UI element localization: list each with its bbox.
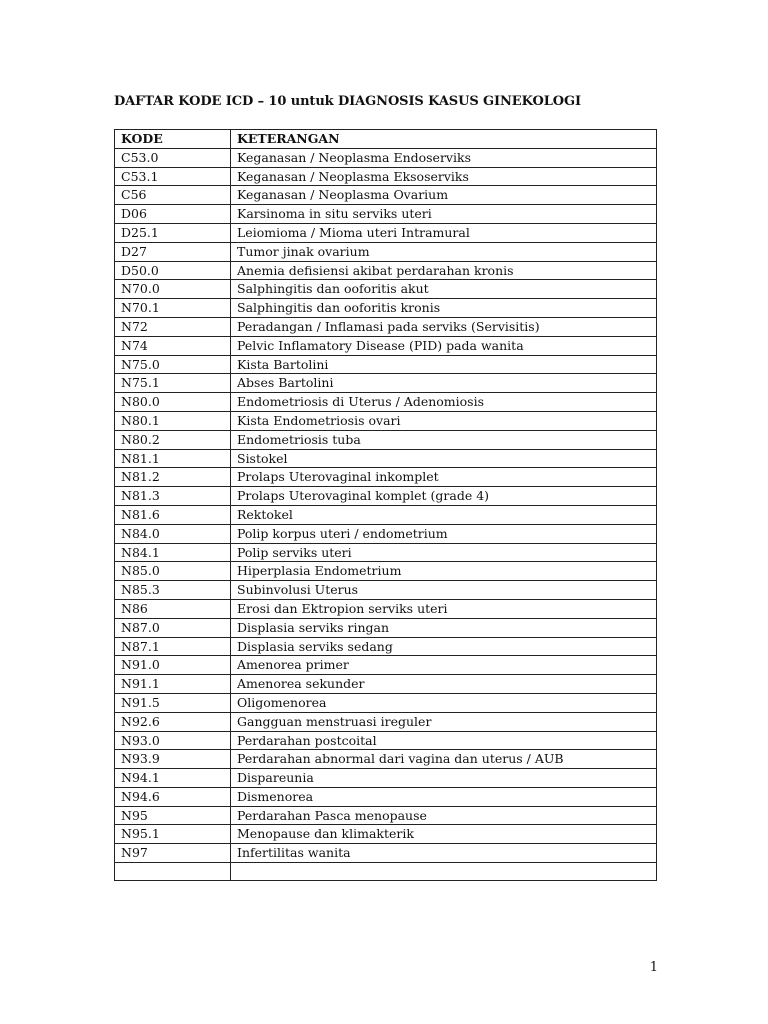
table-row [115, 693, 657, 712]
column-header-keterangan: KETERANGAN [231, 130, 657, 149]
code-cell: N86 [115, 599, 231, 618]
code-cell: N91.0 [115, 656, 231, 675]
code-cell: N91.1 [115, 675, 231, 694]
table-row [115, 656, 657, 675]
description-cell: Keganasan / Neoplasma Ovarium [231, 186, 657, 205]
description-cell: Karsinoma in situ serviks uteri [231, 205, 657, 224]
code-cell: N95 [115, 806, 231, 825]
code-cell: N92.6 [115, 712, 231, 731]
table-row [115, 468, 657, 487]
icd-code-table [114, 129, 657, 881]
table-row [115, 712, 657, 731]
code-cell: C53.0 [115, 148, 231, 167]
table-row [115, 806, 657, 825]
table-row [115, 618, 657, 637]
code-cell: D06 [115, 205, 231, 224]
code-cell: N81.6 [115, 505, 231, 524]
table-row [115, 205, 657, 224]
description-cell: Tumor jinak ovarium [231, 242, 657, 261]
code-cell: N97 [115, 844, 231, 863]
code-cell: N91.5 [115, 693, 231, 712]
table-row [115, 562, 657, 581]
table-row [115, 731, 657, 750]
table-row [115, 280, 657, 299]
table-row [115, 355, 657, 374]
description-cell: Salphingitis dan ooforitis akut [231, 280, 657, 299]
code-cell: N85.3 [115, 581, 231, 600]
description-cell: Peradangan / Inflamasi pada serviks (Servisitis) [231, 317, 657, 336]
description-cell: Anemia defisiensi akibat perdarahan kronis [231, 261, 657, 280]
description-cell: Polip korpus uteri / endometrium [231, 524, 657, 543]
code-cell: N74 [115, 336, 231, 355]
code-cell: N81.3 [115, 487, 231, 506]
description-cell: Pelvic Inflamatory Disease (PID) pada wanita [231, 336, 657, 355]
code-cell: N94.6 [115, 787, 231, 806]
table-row [115, 242, 657, 261]
code-cell: N81.2 [115, 468, 231, 487]
description-cell: Erosi dan Ektropion serviks uteri [231, 599, 657, 618]
code-cell: C56 [115, 186, 231, 205]
table-row [115, 581, 657, 600]
table-header-row [115, 130, 657, 149]
code-cell: N84.0 [115, 524, 231, 543]
table-row [115, 487, 657, 506]
description-cell: Prolaps Uterovaginal komplet (grade 4) [231, 487, 657, 506]
table-row [115, 769, 657, 788]
table-row [115, 261, 657, 280]
table-row [115, 223, 657, 242]
table-row [115, 374, 657, 393]
code-cell [115, 863, 231, 881]
description-cell: Salphingitis dan ooforitis kronis [231, 299, 657, 318]
table-row [115, 524, 657, 543]
description-cell: Menopause dan klimakterik [231, 825, 657, 844]
description-cell: Amenorea primer [231, 656, 657, 675]
description-cell: Rektokel [231, 505, 657, 524]
table-row [115, 599, 657, 618]
description-cell: Keganasan / Neoplasma Endoserviks [231, 148, 657, 167]
table-row [115, 637, 657, 656]
table-row [115, 787, 657, 806]
description-cell: Oligomenorea [231, 693, 657, 712]
description-cell: Kista Bartolini [231, 355, 657, 374]
description-cell [231, 863, 657, 881]
description-cell: Displasia serviks ringan [231, 618, 657, 637]
description-cell: Kista Endometriosis ovari [231, 411, 657, 430]
description-cell: Hiperplasia Endometrium [231, 562, 657, 581]
code-cell: N81.1 [115, 449, 231, 468]
description-cell: Subinvolusi Uterus [231, 581, 657, 600]
code-cell: N80.1 [115, 411, 231, 430]
description-cell: Leiomioma / Mioma uteri Intramural [231, 223, 657, 242]
code-cell: D25.1 [115, 223, 231, 242]
table-row [115, 317, 657, 336]
description-cell: Infertilitas wanita [231, 844, 657, 863]
description-cell: Endometriosis tuba [231, 430, 657, 449]
description-cell: Dispareunia [231, 769, 657, 788]
code-cell: D27 [115, 242, 231, 261]
table-row [115, 543, 657, 562]
table-row [115, 449, 657, 468]
document-title: DAFTAR KODE ICD – 10 untuk DIAGNOSIS KASUS GINEKOLOGI [114, 94, 581, 109]
code-cell: N94.1 [115, 769, 231, 788]
table-body [115, 148, 657, 880]
table-row [115, 148, 657, 167]
description-cell: Perdarahan postcoital [231, 731, 657, 750]
code-cell: N87.0 [115, 618, 231, 637]
description-cell: Perdarahan Pasca menopause [231, 806, 657, 825]
code-cell: N84.1 [115, 543, 231, 562]
code-cell: N72 [115, 317, 231, 336]
description-cell: Sistokel [231, 449, 657, 468]
code-cell: N80.0 [115, 393, 231, 412]
table-row [115, 505, 657, 524]
description-cell: Abses Bartolini [231, 374, 657, 393]
table-row [115, 844, 657, 863]
page-number: 1 [649, 960, 658, 975]
code-cell: N80.2 [115, 430, 231, 449]
description-cell: Polip serviks uteri [231, 543, 657, 562]
description-cell: Prolaps Uterovaginal inkomplet [231, 468, 657, 487]
table-row [115, 750, 657, 769]
code-cell: N93.0 [115, 731, 231, 750]
code-cell: N75.0 [115, 355, 231, 374]
table-row [115, 299, 657, 318]
table-row [115, 675, 657, 694]
description-cell: Amenorea sekunder [231, 675, 657, 694]
code-cell: D50.0 [115, 261, 231, 280]
table-row [115, 411, 657, 430]
description-cell: Gangguan menstruasi ireguler [231, 712, 657, 731]
table-row [115, 863, 657, 881]
table-row [115, 167, 657, 186]
table-row [115, 825, 657, 844]
code-cell: N75.1 [115, 374, 231, 393]
code-cell: N95.1 [115, 825, 231, 844]
code-cell: N70.1 [115, 299, 231, 318]
code-cell: N70.0 [115, 280, 231, 299]
code-cell: C53.1 [115, 167, 231, 186]
code-cell: N85.0 [115, 562, 231, 581]
column-header-kode: KODE [115, 130, 231, 149]
code-cell: N87.1 [115, 637, 231, 656]
table-row [115, 393, 657, 412]
description-cell: Keganasan / Neoplasma Eksoserviks [231, 167, 657, 186]
code-cell: N93.9 [115, 750, 231, 769]
table-row [115, 186, 657, 205]
description-cell: Endometriosis di Uterus / Adenomiosis [231, 393, 657, 412]
description-cell: Dismenorea [231, 787, 657, 806]
table-row [115, 336, 657, 355]
table-row [115, 430, 657, 449]
description-cell: Displasia serviks sedang [231, 637, 657, 656]
description-cell: Perdarahan abnormal dari vagina dan uterus / AUB [231, 750, 657, 769]
